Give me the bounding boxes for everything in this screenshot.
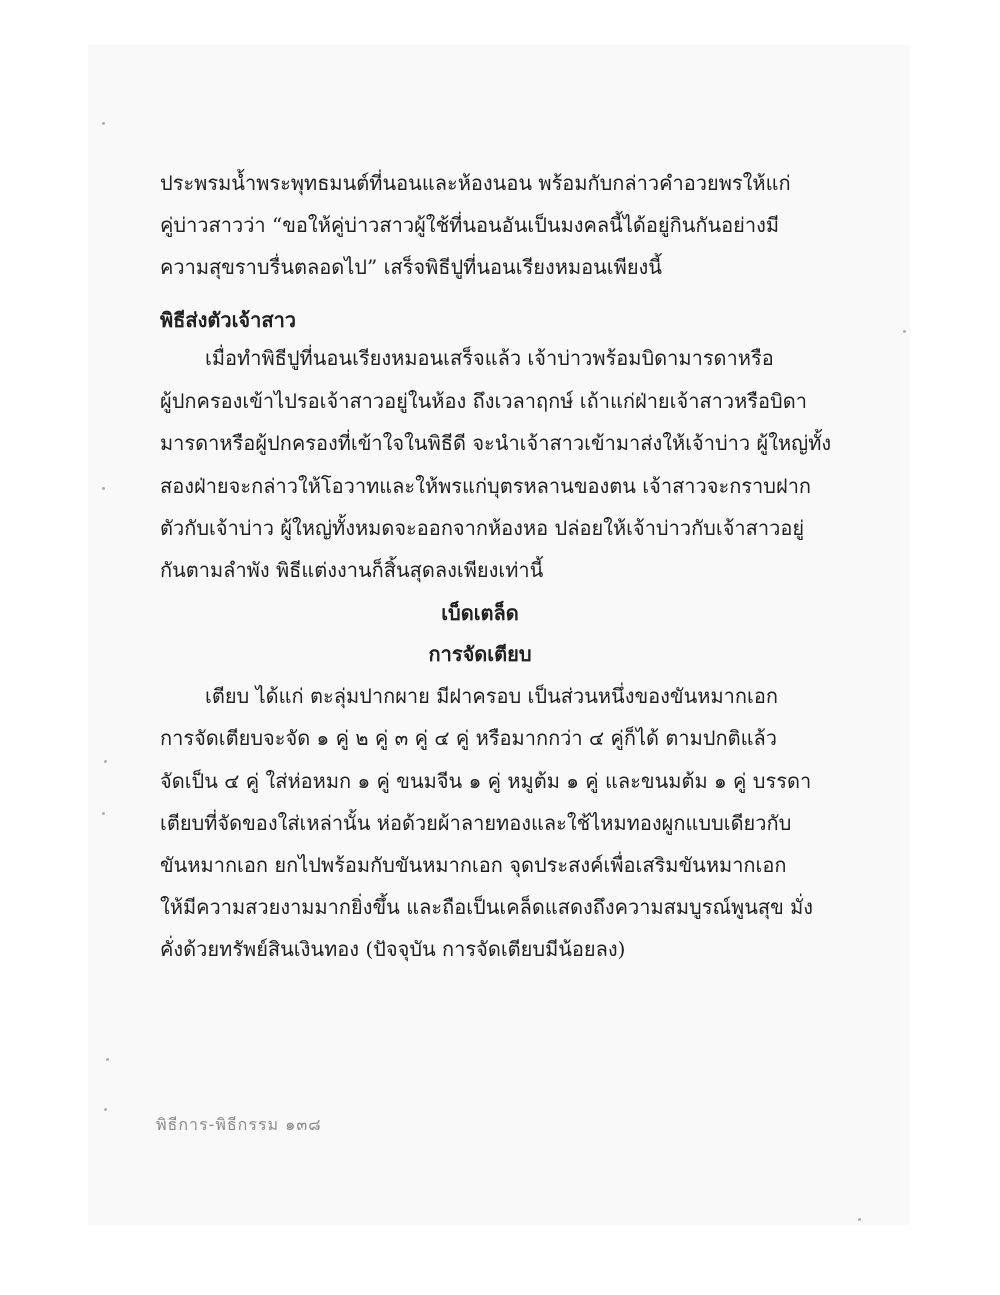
paragraph-line: การจัดเตียบจะจัด ๑ คู่ ๒ คู่ ๓ คู่ ๔ คู่ หรือมากกว่า ๔ คู่ก็ได้ ตามปกติแล้ว [160,726,777,750]
paragraph-line: ผู้ปกครองเข้าไปรอเจ้าสาวอยู่ในห้อง ถึงเวลาฤกษ์ เถ้าแก่ฝ่ายเจ้าสาวหรือบิดา [160,389,807,413]
scan-speck [858,1218,861,1221]
scan-speck [102,812,105,815]
scan-speck [903,330,906,333]
paragraph-line: ขันหมากเอก ยกไปพร้อมกับขันหมากเอก จุดประสงค์เพื่อเสริมขันหมากเอก [160,853,787,877]
paragraph-line: กันตามลำพัง พิธีแต่งงานก็สิ้นสุดลงเพียงเท่านี้ [160,558,544,582]
page-footer: พิธีการ-พิธีกรรม ๑๓๘ [156,1115,322,1134]
scan-speck [102,487,105,490]
paragraph-line: มารดาหรือผู้ปกครองที่เข้าใจในพิธีดี จะนำเจ้าสาวเข้ามาส่งให้เจ้าบ่าว ผู้ใหญ่ทั้ง [160,431,832,455]
scan-speck [106,1058,109,1061]
paragraph-line: เตียบที่จัดของใส่เหล่านั้น ห่อด้วยผ้าลายทองและใช้ไหมทองผูกแบบเดียวกับ [160,811,792,835]
paragraph-line: ประพรมน้ำพระพุทธมนต์ที่นอนและห้องนอน พร้อมกับกล่าวคำอวยพรให้แก่ [160,171,791,195]
paragraph-line: ตัวกับเจ้าบ่าว ผู้ใหญ่ทั้งหมดจะออกจากห้องหอ ปล่อยให้เจ้าบ่าวกับเจ้าสาวอยู่ [160,516,805,540]
paragraph-line: สองฝ่ายจะกล่าวให้โอวาทและให้พรแก่บุตรหลานของตน เจ้าสาวจะกราบฝาก [160,474,812,498]
scan-speck [104,1108,107,1111]
section-subtitle: การจัดเตียบ [428,642,532,666]
paragraph-line: ความสุขราบรื่นตลอดไป” เสร็จพิธีปูที่นอนเรียงหมอนเพียงนี้ [160,255,662,279]
paragraph-line: คู่บ่าวสาวว่า “ขอให้คู่บ่าวสาวผู้ใช้ที่นอนอันเป็นมงคลนี้ได้อยู่กินกันอย่างมี [160,213,780,237]
paragraph-line: เมื่อทำพิธีปูที่นอนเรียงหมอนเสร็จแล้ว เจ้าบ่าวพร้อมบิดามารดาหรือ [205,346,774,370]
section-title: เบ็ดเตล็ด [441,601,519,625]
scan-speck [102,122,105,125]
paragraph-line: ให้มีความสวยงามมากยิ่งขึ้น และถือเป็นเคล็ดแสดงถึงความสมบูรณ์พูนสุข มั่ง [160,895,814,919]
paragraph-line: เตียบ ได้แก่ ตะลุ่มปากผาย มีฝาครอบ เป็นส่วนหนึ่งของขันหมากเอก [205,684,778,708]
paragraph-line: จัดเป็น ๔ คู่ ใส่ห่อหมก ๑ คู่ ขนมจีน ๑ คู่ หมูต้ม ๑ คู่ และขนมต้ม ๑ คู่ บรรดา [160,769,812,793]
paragraph-line: คั่งด้วยทรัพย์สินเงินทอง (ปัจจุบัน การจัดเตียบมีน้อยลง) [160,937,626,961]
section-heading: พิธีส่งตัวเจ้าสาว [160,308,297,332]
scan-speck [104,760,107,763]
